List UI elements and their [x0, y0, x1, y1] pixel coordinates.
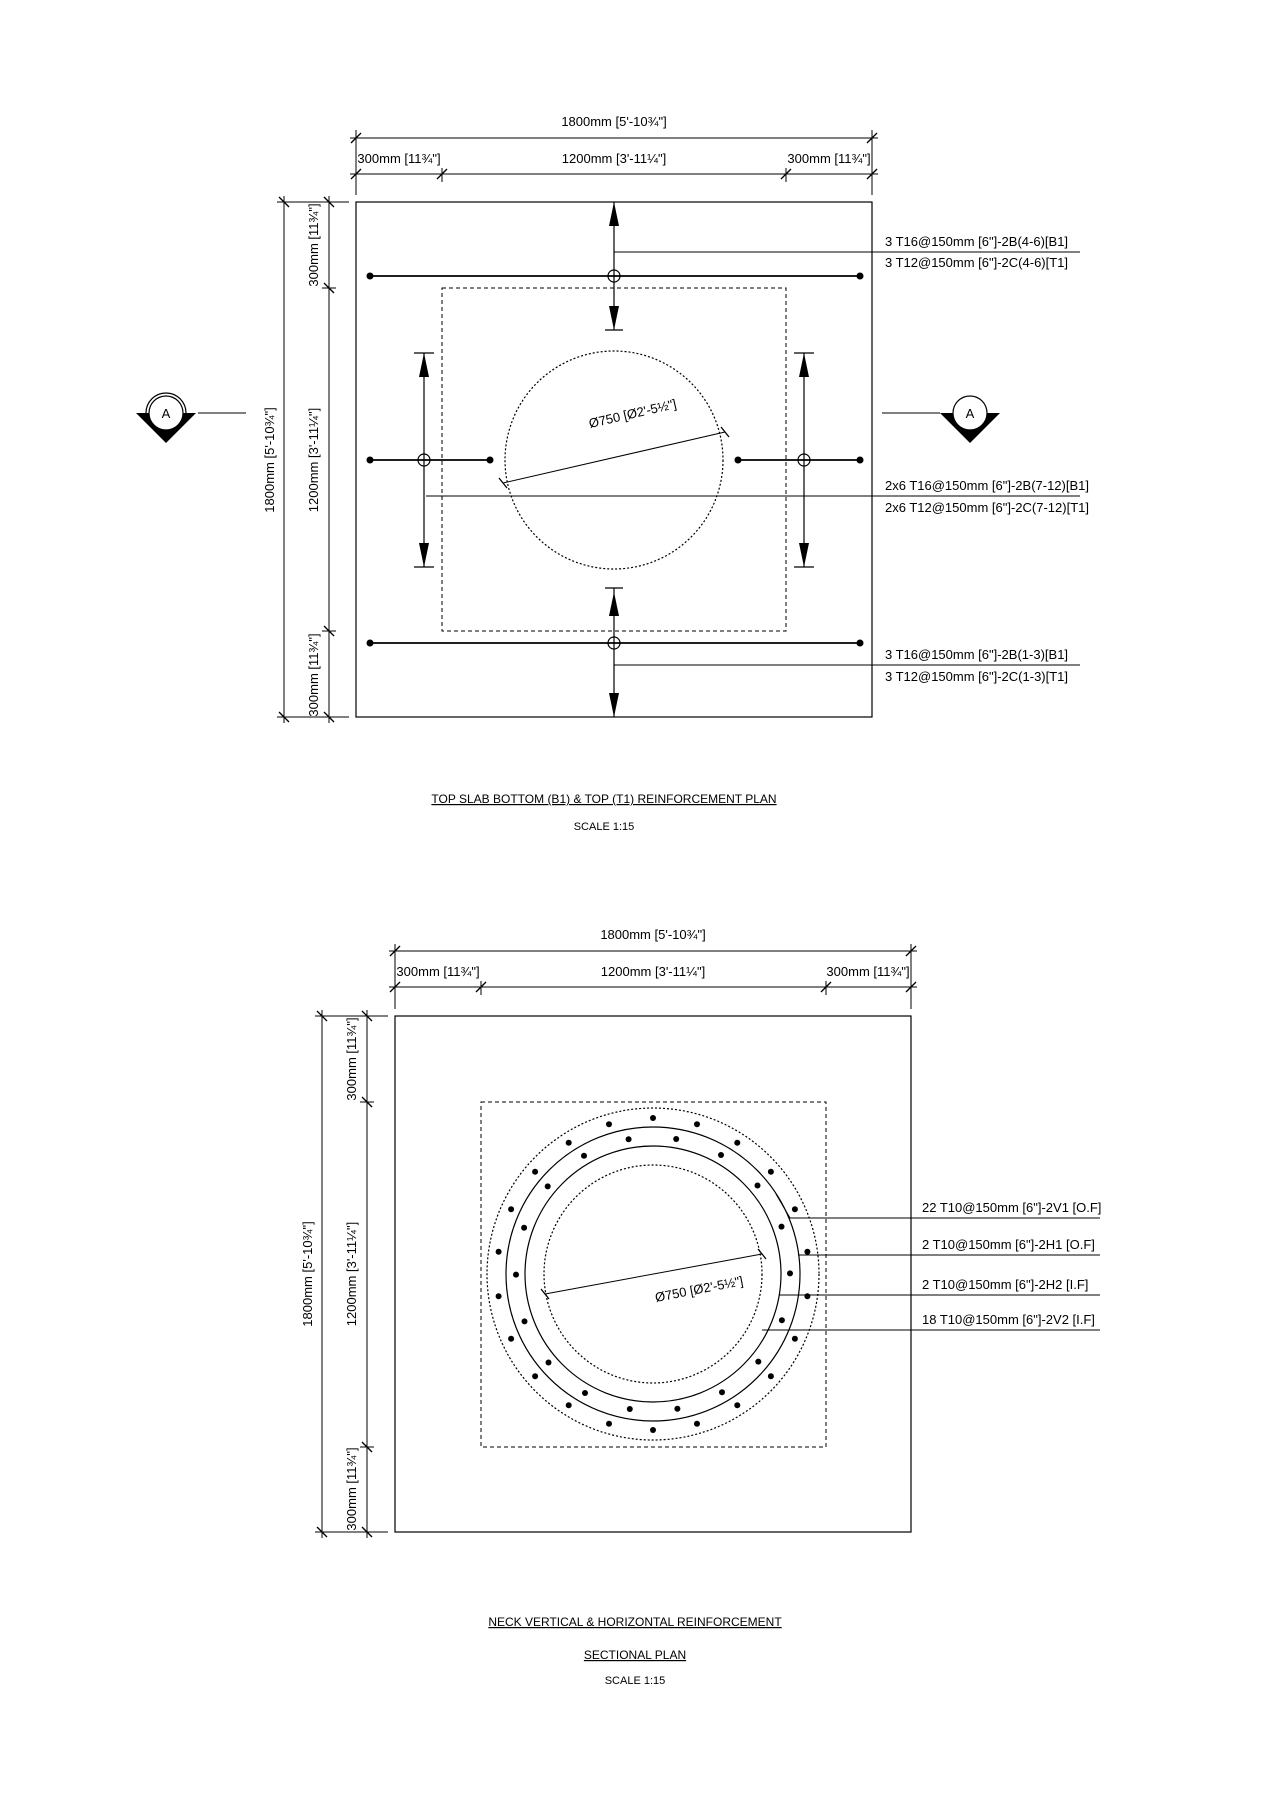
- outer-vertical-bar: [606, 1121, 612, 1127]
- dim-vtotal-label-2: 1800mm [5'-10¾"]: [300, 1221, 315, 1327]
- inner-vertical-bar: [513, 1272, 519, 1278]
- dim-vtop-label-2: 300mm [11¾"]: [344, 1017, 359, 1101]
- outer-vertical-bar: [496, 1293, 502, 1299]
- outer-vertical-bar: [792, 1336, 798, 1342]
- plan-top-slab: [136, 114, 1089, 833]
- callout-5: 3 T16@150mm [6"]-2B(1-3)[B1]: [885, 647, 1069, 662]
- inner-vertical-bar: [787, 1270, 793, 1276]
- diameter-label: Ø750 [Ø2'-5½"]: [587, 396, 678, 431]
- dim-vmid-label-2: 1200mm [3'-11¼"]: [344, 1221, 359, 1327]
- callout2-4: 18 T10@150mm [6"]-2V2 [I.F]: [922, 1312, 1095, 1327]
- outer-vertical-bar: [734, 1140, 740, 1146]
- dim-left-label: 300mm [11¾"]: [357, 151, 441, 166]
- outer-vertical-bar: [508, 1336, 514, 1342]
- dim-mid-label: 1200mm [3'-11¼"]: [561, 151, 667, 166]
- callout-6: 3 T12@150mm [6"]-2C(1-3)[T1]: [885, 669, 1069, 684]
- diameter-label-2: Ø750 [Ø2'-5½"]: [653, 1273, 745, 1305]
- inner-vertical-bar: [546, 1360, 552, 1366]
- inner-vertical-bar: [755, 1359, 761, 1365]
- callout-2: 3 T12@150mm [6"]-2C(4-6)[T1]: [885, 255, 1069, 270]
- outer-vertical-bar: [804, 1293, 810, 1299]
- callout2-1: 22 T10@150mm [6"]-2V1 [O.F]: [922, 1200, 1102, 1215]
- dim-right-label-2: 300mm [11¾"]: [826, 964, 910, 979]
- inner-vertical-bar: [719, 1389, 725, 1395]
- opening-circle: [505, 351, 723, 569]
- outer-vertical-bar: [768, 1169, 774, 1175]
- outer-vertical-bar: [566, 1140, 572, 1146]
- dim-right-label: 300mm [11¾"]: [787, 151, 871, 166]
- outer-vertical-bar: [768, 1373, 774, 1379]
- dim-mid-label-2: 1200mm [3'-11¼"]: [600, 964, 706, 979]
- inner-vertical-bar: [779, 1317, 785, 1323]
- dim-vbottom-label: 300mm [11¾"]: [306, 633, 321, 717]
- callout2-2: 2 T10@150mm [6"]-2H1 [O.F]: [922, 1237, 1095, 1252]
- outer-vertical-bar: [694, 1421, 700, 1427]
- inner-vertical-bar: [755, 1183, 761, 1189]
- section-marker-right[interactable]: [882, 396, 1000, 443]
- diameter-line: [503, 432, 725, 483]
- neck-outline: [442, 288, 786, 631]
- inner-vertical-bar: [582, 1390, 588, 1396]
- plan1-scale: SCALE 1:15: [573, 821, 635, 833]
- outer-vertical-bar: [650, 1427, 656, 1433]
- dim-vtotal-label: 1800mm [5'-10¾"]: [262, 407, 277, 513]
- callout2-3: 2 T10@150mm [6"]-2H2 [I.F]: [922, 1277, 1089, 1292]
- callout-3: 2x6 T16@150mm [6"]-2B(7-12)[B1]: [885, 478, 1089, 493]
- outer-vertical-bar: [496, 1249, 502, 1255]
- outer-vertical-bar: [792, 1206, 798, 1212]
- dim-left-label-2: 300mm [11¾"]: [396, 964, 480, 979]
- plan2-scale: SCALE 1:15: [604, 1675, 666, 1687]
- plan1-title: TOP SLAB BOTTOM (B1) & TOP (T1) REINFORCEMENT PLAN: [431, 792, 777, 806]
- outer-vertical-bar: [734, 1402, 740, 1408]
- outer-vertical-bar: [804, 1249, 810, 1255]
- outer-vertical-bar: [532, 1373, 538, 1379]
- rebars-plan1: [367, 270, 864, 649]
- inner-vertical-bar: [627, 1406, 633, 1412]
- outer-vertical-bar: [606, 1421, 612, 1427]
- callout-1: 3 T16@150mm [6"]-2B(4-6)[B1]: [885, 234, 1069, 249]
- inner-vertical-bar: [779, 1224, 785, 1230]
- dim-vmid-label: 1200mm [3'-11¼"]: [306, 407, 321, 513]
- inner-vertical-bar: [521, 1225, 527, 1231]
- callout-4: 2x6 T12@150mm [6"]-2C(7-12)[T1]: [885, 500, 1089, 515]
- dim-total-label: 1800mm [5'-10¾"]: [561, 114, 667, 129]
- dim-vbottom-label-2: 300mm [11¾"]: [344, 1447, 359, 1531]
- inner-vertical-bar: [718, 1152, 724, 1158]
- section-marker-left[interactable]: [136, 393, 246, 443]
- inner-vertical-bar: [626, 1136, 632, 1142]
- inner-vertical-bar: [674, 1406, 680, 1412]
- outer-vertical-bar: [650, 1115, 656, 1121]
- inner-vertical-bar: [522, 1318, 528, 1324]
- section-marker-left-label: A: [161, 406, 171, 421]
- outer-vertical-bar: [532, 1169, 538, 1175]
- section-marker-right-label: A: [965, 406, 975, 421]
- outer-vertical-bar: [694, 1121, 700, 1127]
- plan2-title: NECK VERTICAL & HORIZONTAL REINFORCEMENT: [488, 1615, 782, 1629]
- dim-total-label-2: 1800mm [5'-10¾"]: [600, 927, 706, 942]
- outer-vertical-bar: [566, 1402, 572, 1408]
- outer-vertical-bar: [508, 1206, 514, 1212]
- leaders-plan1: [426, 252, 1080, 665]
- inner-vertical-bar: [545, 1183, 551, 1189]
- inner-vertical-bar: [673, 1136, 679, 1142]
- dim-vtop-label: 300mm [11¾"]: [306, 203, 321, 287]
- plan2-subtitle: SECTIONAL PLAN: [583, 1648, 687, 1662]
- plan-neck-section: [300, 927, 1101, 1687]
- inner-vertical-bar: [581, 1153, 587, 1159]
